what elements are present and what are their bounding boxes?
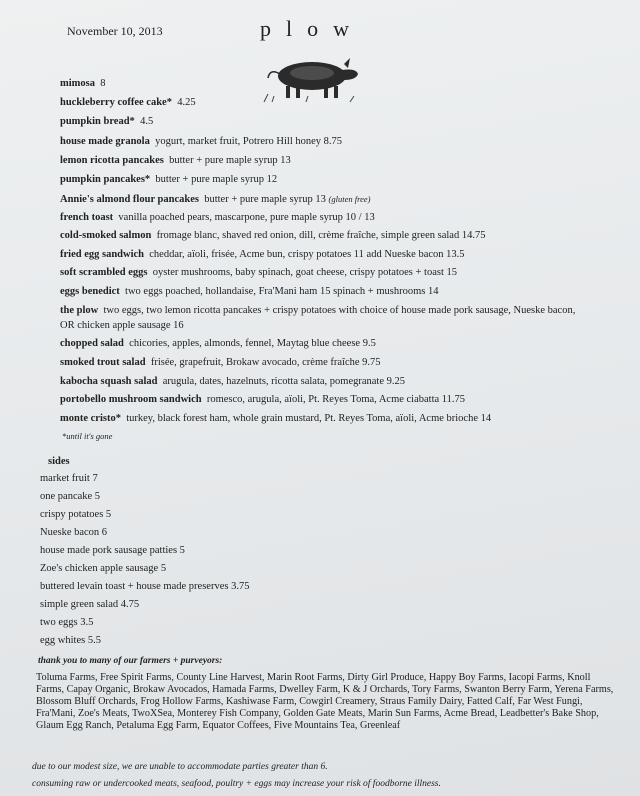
purveyors-list: Toluma Farms, Free Spirit Farms, County Line Harvest, Marin Root Farms, Dirty Girl Produce, Happy Boy Farms, Iacopi Farms, Knoll Farms, Capay Organic, Brokaw Avocados, Hamada Farms, Dwelley Farm, K & J Orchards, Tory Farms, Swanton Berry Farm, Yerena Farms, Blossom Bluff Orchards, Frog Hollow Farms, Kashiwase Farm, Cowgirl Creamery, Straus Family Dairy, Fatted Calf, Far West Fungi, Fra'Mani, Zoe's Meats, TwoXSea, Monterey Fish Company, Golden Gate Meats, Marin Sun Farms, Acme Bread, Leadbetter's Bake Shop, Glaum Egg Ranch, Petaluma Egg Farm, Equator Coffees, Five Mountains Tea, Greenleaf [36, 672, 614, 731]
menu-item: chopped salad chicories, apples, almonds, fennel, Maytag blue cheese 9.5 [60, 338, 376, 349]
menu-item: the plow two eggs, two lemon ricotta pancakes + crispy potatoes with choice of house made pork sausage, Nueske bacon, [60, 305, 576, 316]
menu-item: portobello mushroom sandwich romesco, arugula, aïoli, Pt. Reyes Toma, Acme ciabatta 11.75 [60, 394, 466, 405]
menu-item: fried egg sandwich cheddar, aïoli, frisée, Acme bun, crispy potatoes 11 add Nueske bacon 13.5 [60, 249, 465, 260]
side-item: Zoe's chicken apple sausage 5 [40, 563, 167, 574]
sides-heading: sides [48, 456, 70, 467]
until-gone-note: *until it's gone [62, 431, 113, 441]
menu-item: cold-smoked salmon fromage blanc, shaved red onion, dill, crème fraîche, simple green salad 14.75 [60, 230, 486, 241]
menu-item: lemon ricotta pancakes butter + pure maple syrup 13 [60, 155, 291, 166]
side-item: buttered levain toast + house made preserves 3.75 [40, 581, 250, 592]
party-size-note: due to our modest size, we are unable to accommodate parties greater than 6. [32, 762, 328, 772]
menu-item: monte cristo* turkey, black forest ham, whole grain mustard, Pt. Reyes Toma, aïoli, Acme brioche 14 [60, 413, 492, 424]
menu-item: french toast vanilla poached pears, mascarpone, pure maple syrup 10 / 13 [60, 212, 375, 223]
side-item: house made pork sausage patties 5 [40, 545, 185, 556]
restaurant-logo: plow [260, 16, 364, 41]
side-item: two eggs 3.5 [40, 617, 94, 628]
side-item: market fruit 7 [40, 473, 98, 484]
menu-item: pumpkin bread* 4.5 [60, 116, 154, 127]
menu-item: smoked trout salad frisée, grapefruit, Brokaw avocado, crème fraîche 9.75 [60, 357, 381, 368]
menu-item: kabocha squash salad arugula, dates, hazelnuts, ricotta salata, pomegranate 9.25 [60, 376, 405, 387]
menu-item-continued: OR chicken apple sausage 16 [60, 320, 184, 331]
side-item: crispy potatoes 5 [40, 509, 112, 520]
menu-item: pumpkin pancakes* butter + pure maple syrup 12 [60, 174, 278, 185]
side-item: egg whites 5.5 [40, 635, 101, 646]
menu-item: soft scrambled eggs oyster mushrooms, baby spinach, goat cheese, crispy potatoes + toast 15 [60, 267, 457, 278]
menu-date: November 10, 2013 [67, 24, 163, 38]
side-item: Nueske bacon 6 [40, 527, 108, 538]
menu-item: eggs benedict two eggs poached, hollandaise, Fra'Mani ham 15 spinach + mushrooms 14 [60, 286, 439, 297]
menu-item: Annie's almond flour pancakes butter + pure maple syrup 13 (gluten free) [60, 194, 371, 205]
pig-icon [262, 56, 362, 104]
menu-item: huckleberry coffee cake* 4.25 [60, 97, 196, 108]
food-safety-note: consuming raw or undercooked meats, seafood, poultry + eggs may increase your risk of foodborne illness. [32, 779, 441, 789]
side-item: one pancake 5 [40, 491, 101, 502]
side-item: simple green salad 4.75 [40, 599, 140, 610]
menu-item: mimosa 8 [60, 78, 106, 89]
menu-item: house made granola yogurt, market fruit, Potrero Hill honey 8.75 [60, 136, 343, 147]
thanks-heading: thank you to many of our farmers + purveyors: [38, 656, 223, 666]
